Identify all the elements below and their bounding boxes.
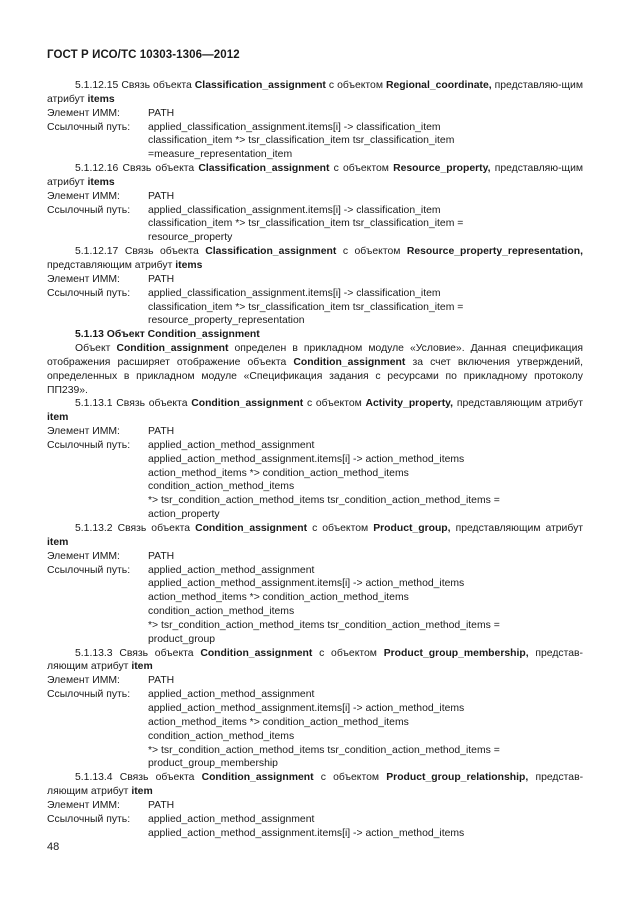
section-5-1-13-1 <box>47 397 583 522</box>
element-row: Элемент ИММ: PATH <box>47 799 175 811</box>
path-line: product_group_membership <box>148 758 278 770</box>
ref-path-row: Ссылочный путь: applied_classification_assignment.items[i] -> classification_item <box>47 121 441 133</box>
path-line: product_group <box>148 633 216 645</box>
path-line: *> tsr_condition_action_method_items tsr_condition_action_method_items = <box>148 619 500 631</box>
path-line: applied_action_method_assignment.items[i] -> action_method_items <box>148 827 465 839</box>
section-heading: 5.1.13.1 Связь объекта Condition_assignment с объектом Activity_property, представляющим атрибут item <box>47 398 584 424</box>
path-line: resource_property_representation <box>148 315 305 327</box>
path-line: condition_action_method_items <box>148 730 295 742</box>
path-line: classification_item *> tsr_classification_item tsr_classification_item = <box>148 301 464 313</box>
section-heading: 5.1.12.16 Связь объекта Classification_assignment с объектом Resource_property, представляю-щим атрибут items <box>47 163 584 188</box>
document-header: ГОСТ Р ИСО/ТС 10303-1306—2012 <box>47 49 240 61</box>
object-heading: 5.1.13 Объект Condition_assignment <box>75 329 260 341</box>
section-5-1-13-3 <box>47 647 583 772</box>
path-line: classification_item *> tsr_classification_item tsr_classification_item = <box>148 218 464 230</box>
section-heading: 5.1.13.2 Связь объекта Condition_assignment с объектом Product_group, представляющим атрибут item <box>47 523 584 548</box>
ref-path-row: Ссылочный путь: applied_classification_assignment.items[i] -> classification_item <box>47 204 441 216</box>
section-heading: 5.1.12.17 Связь объекта Classification_assignment с объектом Resource_property_representation, представляющим атрибут items <box>47 246 583 271</box>
path-line: applied_action_method_assignment.items[i] -> action_method_items <box>148 702 465 714</box>
section-heading: 5.1.12.15 Связь объекта Classification_assignment с объектом Regional_coordinate, представляю-щим атрибут items <box>47 80 583 105</box>
element-row: Элемент ИММ: PATH <box>47 550 175 562</box>
path-line: action_method_items *> condition_action_method_items <box>148 592 409 604</box>
path-line: action_method_items *> condition_action_method_items <box>148 716 409 728</box>
section-5-1-13-4 <box>47 771 583 840</box>
path-line: classification_item *> tsr_classification_item tsr_classification_item <box>148 135 455 147</box>
page-number: 48 <box>47 841 60 853</box>
ref-path-row: Ссылочный путь: applied_action_method_assignment <box>47 689 315 701</box>
path-line: =measure_representation_item <box>148 149 293 161</box>
path-line: *> tsr_condition_action_method_items tsr_condition_action_method_items = <box>148 495 500 507</box>
element-row: Элемент ИММ: PATH <box>47 675 175 687</box>
section-5-1-12-16 <box>47 162 583 245</box>
element-row: Элемент ИММ: PATH <box>47 273 175 285</box>
ref-path-row: Ссылочный путь: applied_action_method_assignment <box>47 564 315 576</box>
document-body <box>47 79 583 840</box>
path-line: condition_action_method_items <box>148 606 295 618</box>
path-line: applied_action_method_assignment.items[i] -> action_method_items <box>148 578 465 590</box>
section-5-1-13-2 <box>47 522 583 647</box>
section-heading: 5.1.13.4 Связь объекта Condition_assignment с объектом Product_group_relationship, представ-ляющим атрибут item <box>47 772 584 798</box>
path-line: applied_action_method_assignment.items[i] -> action_method_items <box>148 453 465 465</box>
element-row: Элемент ИММ: PATH <box>47 426 175 438</box>
element-row: Элемент ИММ: PATH <box>47 190 175 202</box>
path-line: *> tsr_condition_action_method_items tsr_condition_action_method_items = <box>148 744 500 756</box>
element-row: Элемент ИММ: PATH <box>47 107 175 119</box>
ref-path-row: Ссылочный путь: applied_action_method_assignment <box>47 813 315 825</box>
section-5-1-12-17 <box>47 245 583 328</box>
path-line: action_property <box>148 509 220 521</box>
ref-path-row: Ссылочный путь: applied_action_method_assignment <box>47 439 315 451</box>
ref-path-row: Ссылочный путь: applied_classification_assignment.items[i] -> classification_item <box>47 287 441 299</box>
object-description: Объект Condition_assignment определен в прикладном модуле «Условие». Данная спецификация отображения расширяет отображение объекта Condition_assignment за счет включения утверждений, определенных в прикладном модуле «Спецификация задания с ресурсами по прикладному протоколу ПП239». <box>47 343 584 396</box>
path-line: resource_property <box>148 232 233 244</box>
section-5-1-12-15 <box>47 79 583 162</box>
path-line: action_method_items *> condition_action_method_items <box>148 467 409 479</box>
path-line: condition_action_method_items <box>148 481 295 493</box>
section-heading: 5.1.13.3 Связь объекта Condition_assignment с объектом Product_group_membership, представ-ляющим атрибут item <box>47 647 583 673</box>
